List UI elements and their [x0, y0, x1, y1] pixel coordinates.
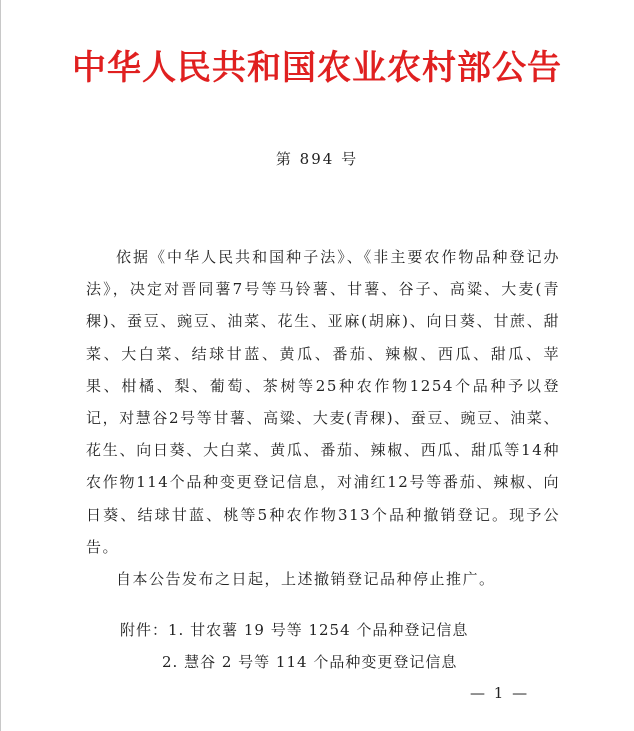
page-number: — 1 —: [470, 684, 530, 702]
announcement-number: 第 894 号: [275, 150, 359, 168]
attachment-item-2: 2. 慧谷 2 号等 114 个品种变更登记信息: [162, 653, 458, 671]
announcement-body: [86, 241, 560, 595]
attachment-item-1: 附件：1. 甘农薯 19 号等 1254 个品种登记信息: [120, 621, 469, 639]
body-paragraph-1: 依据《中华人民共和国种子法》、《非主要农作物品种登记办法》，决定对晋同薯7号等马铃薯、甘薯、谷子、高粱、大麦(青稞)、蚕豆、豌豆、油菜、花生、亚麻(胡麻)、向日葵、甘蔗、甜菜、大白菜、结球甘蓝、黄瓜、番茄、辣椒、西瓜、甜瓜、苹果、柑橘、梨、葡萄、茶树等25种农作物1254个品种予以登记，对慧谷2号等甘薯、高粱、大麦(青稞)、蚕豆、豌豆、油菜、花生、向日葵、大白菜、黄瓜、番茄、辣椒、西瓜、甜瓜等14种农作物114个品种变更登记信息，对浦红12号等番茄、辣椒、向日葵、结球甘蓝、桃等5种农作物313个品种撤销登记。现予公告。: [86, 248, 560, 556]
attachments-list: [120, 614, 468, 678]
body-paragraph-2: 自本公告发布之日起，上述撤销登记品种停止推广。: [116, 570, 496, 589]
page-border: [0, 0, 1, 731]
announcement-title: 中华人民共和国农业农村部公告: [72, 48, 562, 88]
